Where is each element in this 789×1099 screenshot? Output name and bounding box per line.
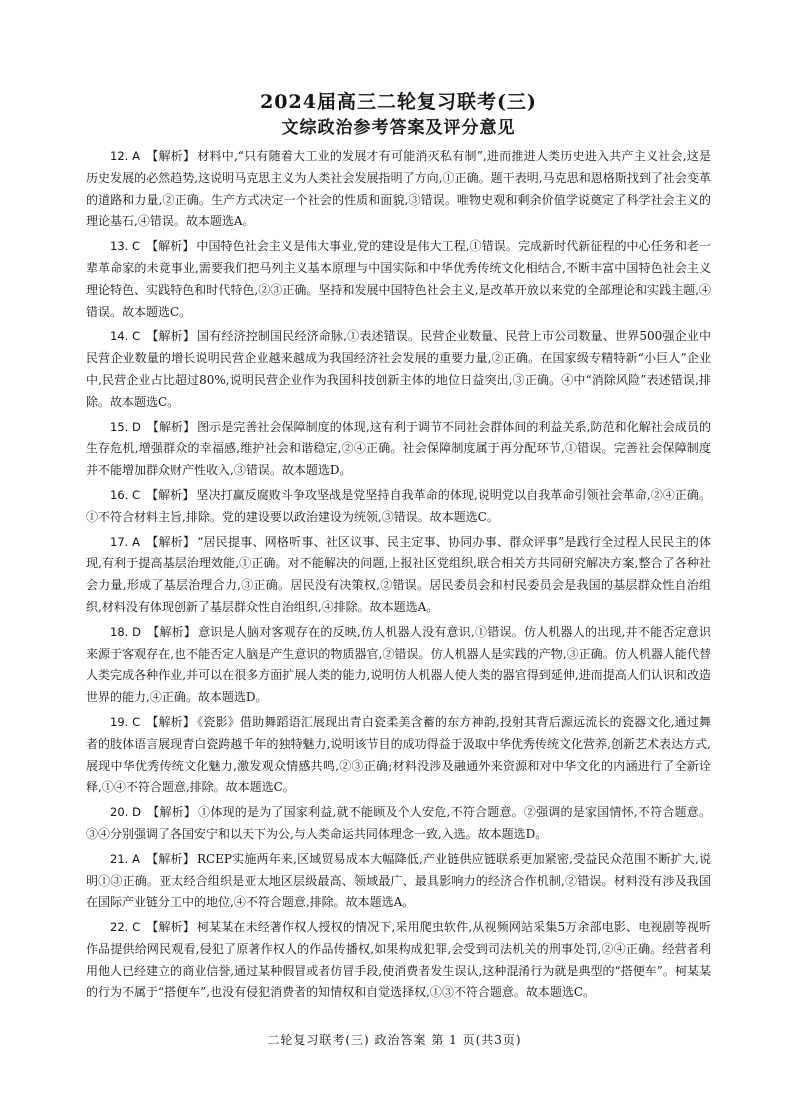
analysis-tag: 【解析】 (146, 851, 195, 866)
analysis-tag: 【解析】 (146, 419, 196, 434)
analysis-tag: 【解析】 (147, 805, 197, 820)
answer-item-15 (86, 417, 711, 482)
analysis-text: 国有经济控制国民经济命脉,①表述错误。民营企业数量、民营上市公司数量、世界500强企业中民营企业数量的增长说明民营企业越来越成为我国经济社会发展的重要力量,②正确。在国家级专精特新“小巨人”企业中,民营企业占比超过80%,说明民营企业作为我国科技创新主体的地位日益突出,③正确。④中“消除风险”表述错误,排除。故本题选C。 (86, 329, 711, 409)
analysis-text: 中国特色社会主义是伟大事业,党的建设是伟大工程,①错误。完成新时代新征程的中心任务和老一辈革命家的未竟事业,需要我们把马列主义基本原理与中国实际和中华优秀传统文化相结合,不断丰富中国特色社会主义理论特色、实践特色和时代特色,②③正确。坚持和发展中国特色社会主义,是改革开放以来党的全部理论和实践主题,④错误。故本题选C。 (86, 239, 711, 319)
analysis-tag: 【解析】 (147, 624, 197, 639)
analysis-tag: 【解析】 (146, 920, 195, 935)
question-number: 16. C (110, 487, 141, 502)
question-number: 20. D (110, 805, 142, 820)
analysis-tag: 【解析】 (146, 149, 196, 163)
answer-item-17 (86, 532, 711, 619)
question-number: 17. A (110, 534, 141, 549)
analysis-tag: 【解析】 (146, 329, 196, 344)
analysis-text: ①体现的是为了国家利益,就不能顾及个人安危,不符合题意。②强调的是家国情怀,不符合题意。③④分别强调了各国安宁和以天下为公,与人类命运共同体理念一致,入选。故本题选D。 (86, 805, 711, 841)
question-number: 12. A (110, 149, 141, 163)
page-footer: 二轮复习联考(三) 政治答案 第 1 页(共3页) (267, 1033, 522, 1047)
analysis-text: RCEP实施两年来,区域贸易成本大幅降低,产业链供应链联系更加紧密,受益民众范围不断扩大,说明①③正确。亚太经合组织是亚太地区层级最高、领域最广、最具影响力的经济合作机制,②错误。材料没有涉及我国在国际产业链分工中的地位,④不符合题意,排除。故本题选A。 (86, 851, 712, 910)
analysis-text: 坚决打赢反腐败斗争攻坚战是党坚持自我革命的体现,说明党以自我革命引领社会革命,②④正确。①不符合材料主旨,排除。党的建设要以政治建设为统领,③错误。故本题选C。 (86, 487, 711, 524)
answer-item-13 (86, 236, 711, 323)
answer-item-22 (86, 917, 711, 1004)
question-number: 18. D (110, 624, 142, 639)
question-number: 21. A (110, 851, 140, 866)
analysis-text: 柯某某在未经著作权人授权的情况下,采用爬虫软件,从视频网站采集5万余部电影、电视剧等视听作品提供给网民观看,侵犯了原著作权人的作品传播权,如果构成犯罪,会受到司法机关的刑事处罚,②④正确。经营者利用他人已经建立的商业信誉,通过某种假冒或者仿冒手段,使消费者发生误认,这种混淆行为就是典型的“搭便车”。柯某某的行为不属于“搭便车”,也没有侵犯消费者的知情权和自觉选择权,①③不符合题意。故本题选C。 (86, 920, 711, 1000)
answer-item-18 (86, 622, 711, 709)
page-title: 2024届高三二轮复习联考(三) (260, 91, 537, 113)
analysis-tag: 【解析】 (146, 239, 195, 254)
analysis-tag: 【解析】 (146, 534, 196, 549)
page-subtitle: 文综政治参考答案及评分意见 (281, 118, 516, 138)
answer-item-20 (86, 802, 711, 846)
analysis-text: 《瓷影》借助舞蹈语汇展现出青白瓷柔美含蓄的东方神韵,投射其背后源远流长的瓷器文化,通过舞者的肢体语言展现青白瓷跨越千年的独特魅力,说明该节目的成功得益于汲取中华优秀传统文化营养,创新艺术表达方式,展现中华优秀传统文化魅力,激发观众情感共鸣,②③正确;材料没涉及融通外来资源和对中华文化的内涵进行了全新诠释,①④不符合题意,排除。故本题选C。 (86, 714, 711, 795)
analysis-text: “居民提事、网格听事、社区议事、民主定事、协同办事、群众评事”是践行全过程人民民主的体现,有利于提高基层治理效能,①正确。对不能解决的问题,上报社区党组织,联合相关方共同研究解决方案,整合了各种社会力量,形成了基层治理合力,③正确。居民没有决策权,②错误。居民委员会和村民委员会是我国的基层群众性自治组织,材料没有体现创新了基层群众性自治组织,④排除。故本题选A。 (86, 534, 711, 614)
analysis-text: 图示是完善社会保障制度的体现,这有利于调节不同社会群体间的利益关系,防范和化解社会成员的生存危机,增强群众的幸福感,维护社会和谐稳定,②④正确。社会保障制度属于再分配环节,①错误。完善社会保障制度并不能增加群众财产性收入,③错误。故本题选D。 (86, 419, 711, 478)
answer-item-16 (86, 485, 711, 529)
answer-item-14 (86, 326, 711, 413)
question-number: 19. C (110, 714, 141, 729)
answer-item-12 (86, 146, 711, 233)
answer-item-19 (86, 712, 711, 799)
analysis-text: 材料中,“只有随着大工业的发展才有可能消灭私有制”,进而推进人类历史进入共产主义社会,这是历史发展的必然趋势,这说明马克思主义为人类社会发展指明了方向,①正确。题干表明,马克思和恩格斯找到了社会变革的道路和力量,②正确。生产方式决定一个社会的性质和面貌,③错误。唯物史观和剩余价值学说奠定了科学社会主义的理论基石,④错误。故本题选A。 (86, 149, 712, 229)
question-number: 14. C (110, 329, 141, 344)
analysis-tag: 【解析】 (146, 487, 195, 502)
question-number: 15. D (110, 419, 141, 434)
analysis-text: 意识是人脑对客观存在的反映,仿人机器人没有意识,①错误。仿人机器人的出现,并不能否定意识来源于客观存在,也不能否定人脑是产生意识的物质器官,②错误。仿人机器人是实践的产物,③正确。仿人机器人能代替人类完成各种作业,并可以在很多方面扩展人类的能力,说明仿人机器人使人类的器官得到延伸,进而提高人们认识和改造世界的能力,④正确。故本题选D。 (86, 624, 711, 705)
answer-item-21 (86, 849, 711, 914)
question-number: 13. C (110, 239, 141, 254)
answer-list (86, 146, 711, 1004)
question-number: 22. C (110, 920, 141, 935)
analysis-tag: 【解析】 (146, 714, 196, 729)
